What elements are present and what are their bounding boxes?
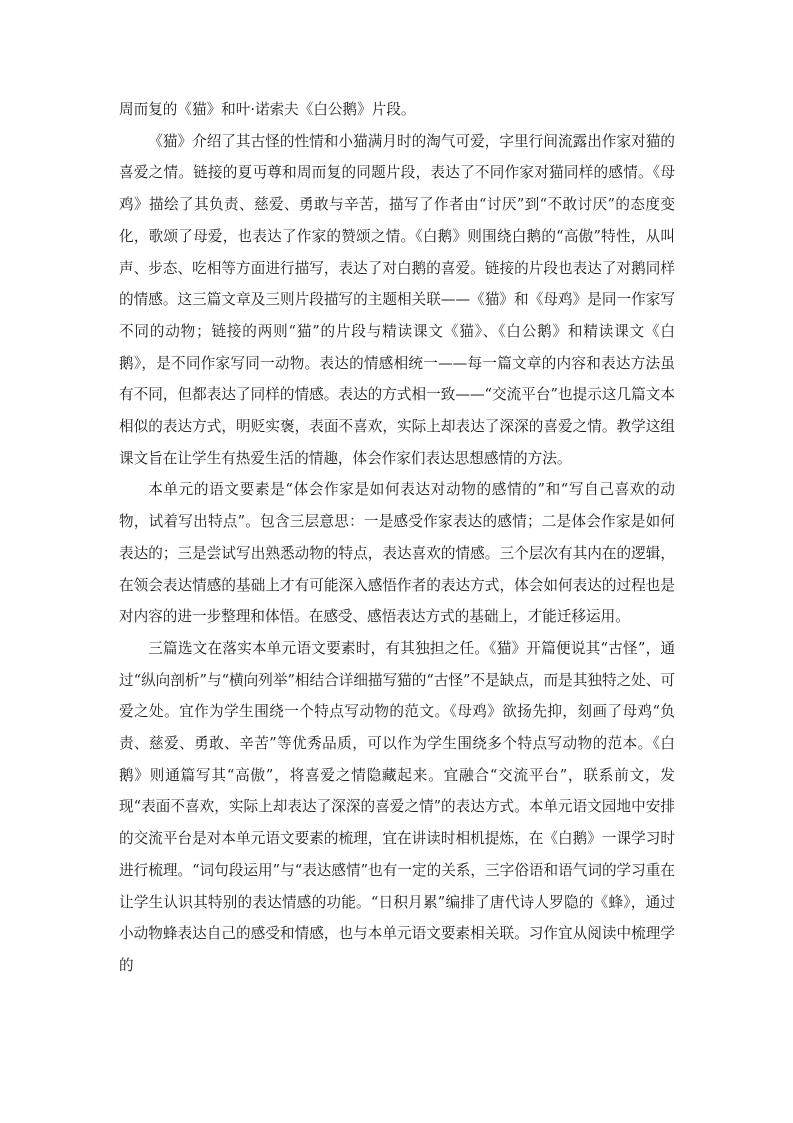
paragraph-continuation: 周而复的《猫》和叶·诺索夫《白公鹅》片段。 [119, 101, 416, 118]
paragraph-selected-texts: 三篇选文在落实本单元语文要素时，有其独担之任。《猫》开篇便说其“古怪”，通过“纵向剖析”与“横向列举”相结合详细描写猫的“古怪”不是缺点，而是其独特之处、可爱之处。宜作为学生围绕一个特点写动物的范文。《母鸡》欲扬先抑，刻画了母鸡“负责、慈爱、勇敢、辛苦”等优秀品质，可以作为学生围绕多个特点写动物的范本。《白鹅》则通篇写其“高傲”，将喜爱之情隐藏起来。宜融合“交流平台”，联系前文，发现“表面不喜欢，实际上却表达了深深的喜爱之情”的表达方式。本单元语文园地中安排的交流平台是对本单元语文要素的梳理，宜在讲读时相机提炼，在《白鹅》一课学习时进行梳理。“词句段运用”与“表达感情”也有一定的关系，三字俗语和语气词的学习重在让学生认识其特别的表达情感的功能。“日积月累”编排了唐代诗人罗隐的《蜂》，通过小动物蜂表达自己的感受和情感，也与本单元语文要素相关联。习作宜从阅读中梳理学的 [119, 639, 675, 974]
document-body [119, 94, 675, 982]
paragraph-language-elements: 本单元的语文要素是“体会作家是如何表达对动物的感情的”和“写自己喜欢的动物，试着写出特点”。包含三层意思：一是感受作家表达的感情；二是体会作家是如何表达的；三是尝试写出熟悉动物的特点，表达喜欢的情感。三个层次有其内在的逻辑，在领会表达情感的基础上才有可能深入感悟作者的表达方式，体会如何表达的过程也是对内容的进一步整理和体悟。在感受、感悟表达方式的基础上，才能迁移运用。 [119, 481, 675, 626]
paragraph-unit-texts: 《猫》介绍了其古怪的性情和小猫满月时的淘气可爱，字里行间流露出作家对猫的喜爱之情。链接的夏丏尊和周而复的同题片段，表达了不同作家对猫同样的感情。《母鸡》描绘了其负责、慈爱、勇敢与辛苦，描写了作者由“讨厌”到“不敢讨厌”的态度变化，歌颂了母爱，也表达了作家的赞颂之情。《白鹅》则围绕白鹅的“高傲”特性，从叫声、步态、吃相等方面进行描写，表达了对白鹅的喜爱。链接的片段也表达了对鹅同样的情感。这三篇文章及三则片段描写的主题相关联——《猫》和《母鸡》是同一作家写不同的动物；链接的两则“猫”的片段与精读课文《猫》、《白公鹅》和精读课文《白鹅》，是不同作家写同一动物。表达的情感相统一——每一篇文章的内容和表达方法虽有不同，但都表达了同样的情感。表达的方式相一致——“交流平台”也提示这几篇文本相似的表达方式，明贬实褒，表面不喜欢，实际上却表达了深深的喜爱之情。教学这组课文旨在让学生有热爱生活的情趣，体会作家们表达思想感情的方法。 [119, 132, 675, 467]
